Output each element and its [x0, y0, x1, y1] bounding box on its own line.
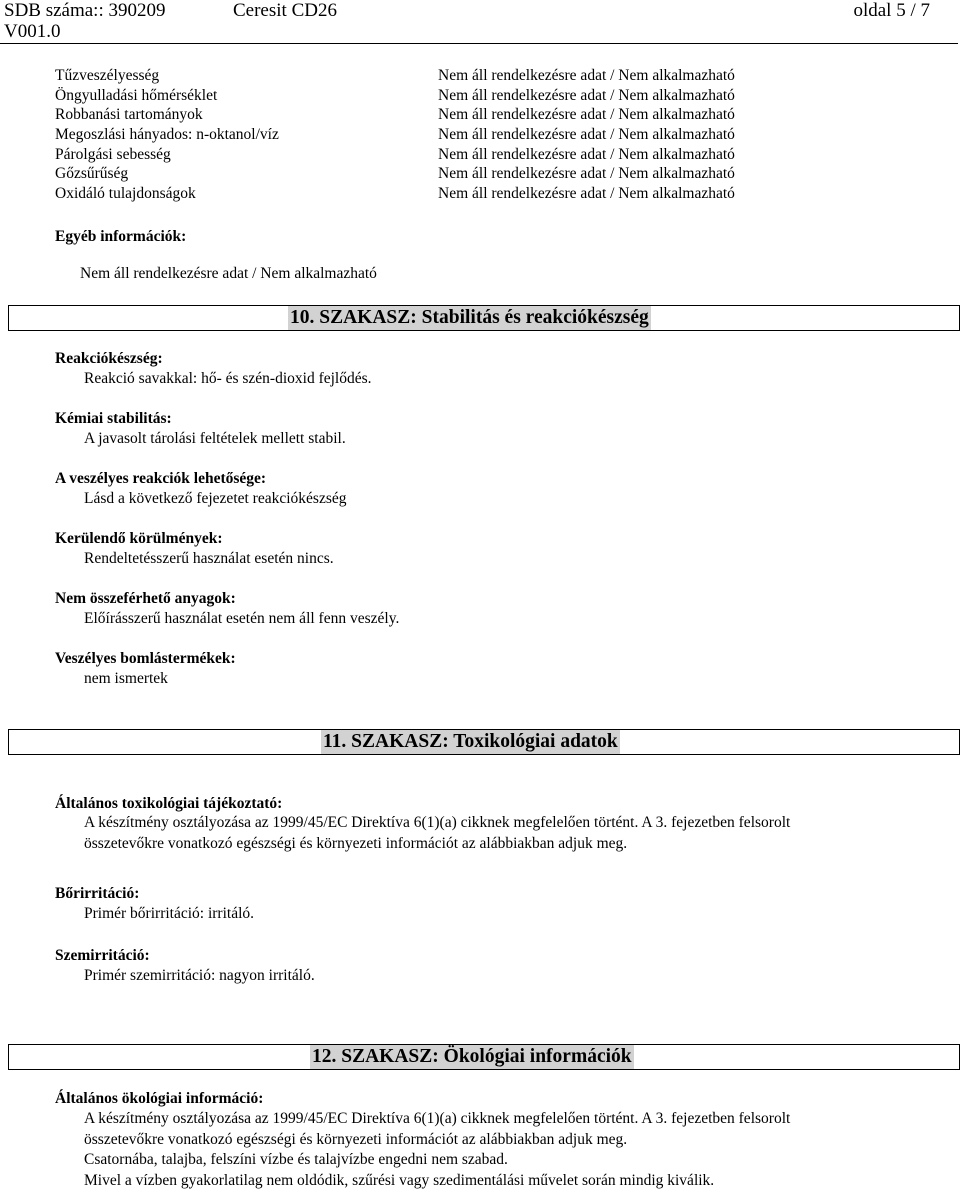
chemical-stability-heading: Kémiai stabilitás: — [55, 410, 172, 427]
header-rule — [0, 43, 958, 44]
property-label: Oxidáló tulajdonságok — [55, 185, 196, 203]
text-line: A készítmény osztályozása az 1999/45/EC Direktíva 6(1)(a) cikknek megfelelően történt. A 3. fejezetben felsorolt — [84, 1110, 791, 1127]
property-row — [55, 145, 935, 165]
property-label: Tűzveszélyesség — [55, 67, 160, 84]
version: V001.0 — [4, 21, 61, 42]
property-value: Nem áll rendelkezésre adat / Nem alkalmazható — [438, 67, 735, 84]
property-row — [55, 184, 935, 204]
property-label: Párolgási sebesség — [55, 145, 171, 163]
decomposition-products-heading: Veszélyes bomlástermékek: — [55, 650, 236, 667]
eye-irritation-text: Primér szemirritáció: nagyon irritáló. — [84, 967, 315, 984]
properties-table — [55, 66, 935, 204]
skin-irritation-text: Primér bőrirritáció: irritáló. — [84, 905, 255, 922]
text-line: Mivel a vízben gyakorlatilag nem oldódik, szűrési vagy szedimentálási művelet során mindig kiválik. — [84, 1171, 715, 1189]
property-value: Nem áll rendelkezésre adat / Nem alkalmazható — [438, 106, 735, 124]
text-line: A készítmény osztályozása az 1999/45/EC Direktíva 6(1)(a) cikknek megfelelően történt. A 3. fejezetben felsorolt — [84, 814, 791, 831]
incompatible-materials-text: Előírásszerű használat esetén nem áll fenn veszély. — [84, 610, 400, 627]
hazardous-reactions-heading: A veszélyes reakciók lehetősége: — [55, 470, 267, 487]
property-value: Nem áll rendelkezésre adat / Nem alkalmazható — [438, 126, 735, 144]
reactivity-heading: Reakciókészség: — [55, 350, 163, 367]
other-info-text: Nem áll rendelkezésre adat / Nem alkalmazható — [80, 265, 377, 282]
section-10-banner — [8, 305, 960, 331]
text-line: összetevőkre vonatkozó egészségi és környezeti információt az alábbiakban adjuk meg. — [84, 834, 628, 852]
property-row — [55, 86, 935, 106]
property-label: Öngyulladási hőmérséklet — [55, 86, 218, 104]
property-label: Megoszlási hányados: n-oktanol/víz — [55, 126, 279, 144]
property-row — [55, 105, 935, 125]
property-row — [55, 125, 935, 145]
property-row — [55, 66, 935, 86]
page-number: oldal 5 / 7 — [853, 0, 930, 21]
property-row — [55, 164, 935, 184]
section-10-title: 10. SZAKASZ: Stabilitás és reakciókészség — [290, 307, 649, 328]
product-name: Ceresit CD26 — [233, 0, 337, 21]
hazardous-reactions-text: Lásd a következő fejezetet reakciókészség — [84, 490, 347, 507]
section-11-title: 11. SZAKASZ: Toxikológiai adatok — [323, 731, 618, 752]
page-header — [0, 0, 960, 46]
incompatible-materials-heading: Nem összeférhető anyagok: — [55, 590, 236, 607]
eye-irritation-heading: Szemirritáció: — [55, 947, 150, 964]
conditions-to-avoid-heading: Kerülendő körülmények: — [55, 530, 223, 547]
text-line: összetevőkre vonatkozó egészségi és környezeti információt az alábbiakban adjuk meg. — [84, 1130, 628, 1148]
general-toxicology-text — [84, 813, 790, 854]
section-12-banner — [8, 1044, 960, 1070]
chemical-stability-text: A javasolt tárolási feltételek mellett stabil. — [84, 430, 346, 447]
general-ecology-text — [84, 1109, 790, 1191]
property-value: Nem áll rendelkezésre adat / Nem alkalmazható — [438, 145, 735, 163]
section-11-banner — [8, 729, 960, 755]
section-12-title: 12. SZAKASZ: Ökológiai információk — [312, 1046, 632, 1067]
skin-irritation-heading: Bőrirritáció: — [55, 885, 140, 902]
property-value: Nem áll rendelkezésre adat / Nem alkalmazható — [438, 165, 735, 183]
reactivity-text: Reakció savakkal: hő- és szén-dioxid fejlődés. — [84, 370, 372, 387]
property-label: Gőzsűrűség — [55, 165, 129, 183]
conditions-to-avoid-text: Rendeltetésszerű használat esetén nincs. — [84, 550, 334, 567]
decomposition-products-text: nem ismertek — [84, 670, 168, 687]
property-value: Nem áll rendelkezésre adat / Nem alkalmazható — [438, 185, 735, 203]
general-ecology-heading: Általános ökológiai információ: — [55, 1090, 264, 1107]
sdb-number: SDB száma:: 390209 — [4, 0, 166, 21]
other-info-heading: Egyéb információk: — [55, 228, 187, 245]
text-line: Csatornába, talajba, felszíni vízbe és talajvízbe engedni nem szabad. — [84, 1151, 508, 1168]
property-value: Nem áll rendelkezésre adat / Nem alkalmazható — [438, 86, 735, 104]
general-toxicology-heading: Általános toxikológiai tájékoztató: — [55, 795, 283, 812]
property-label: Robbanási tartományok — [55, 106, 203, 124]
